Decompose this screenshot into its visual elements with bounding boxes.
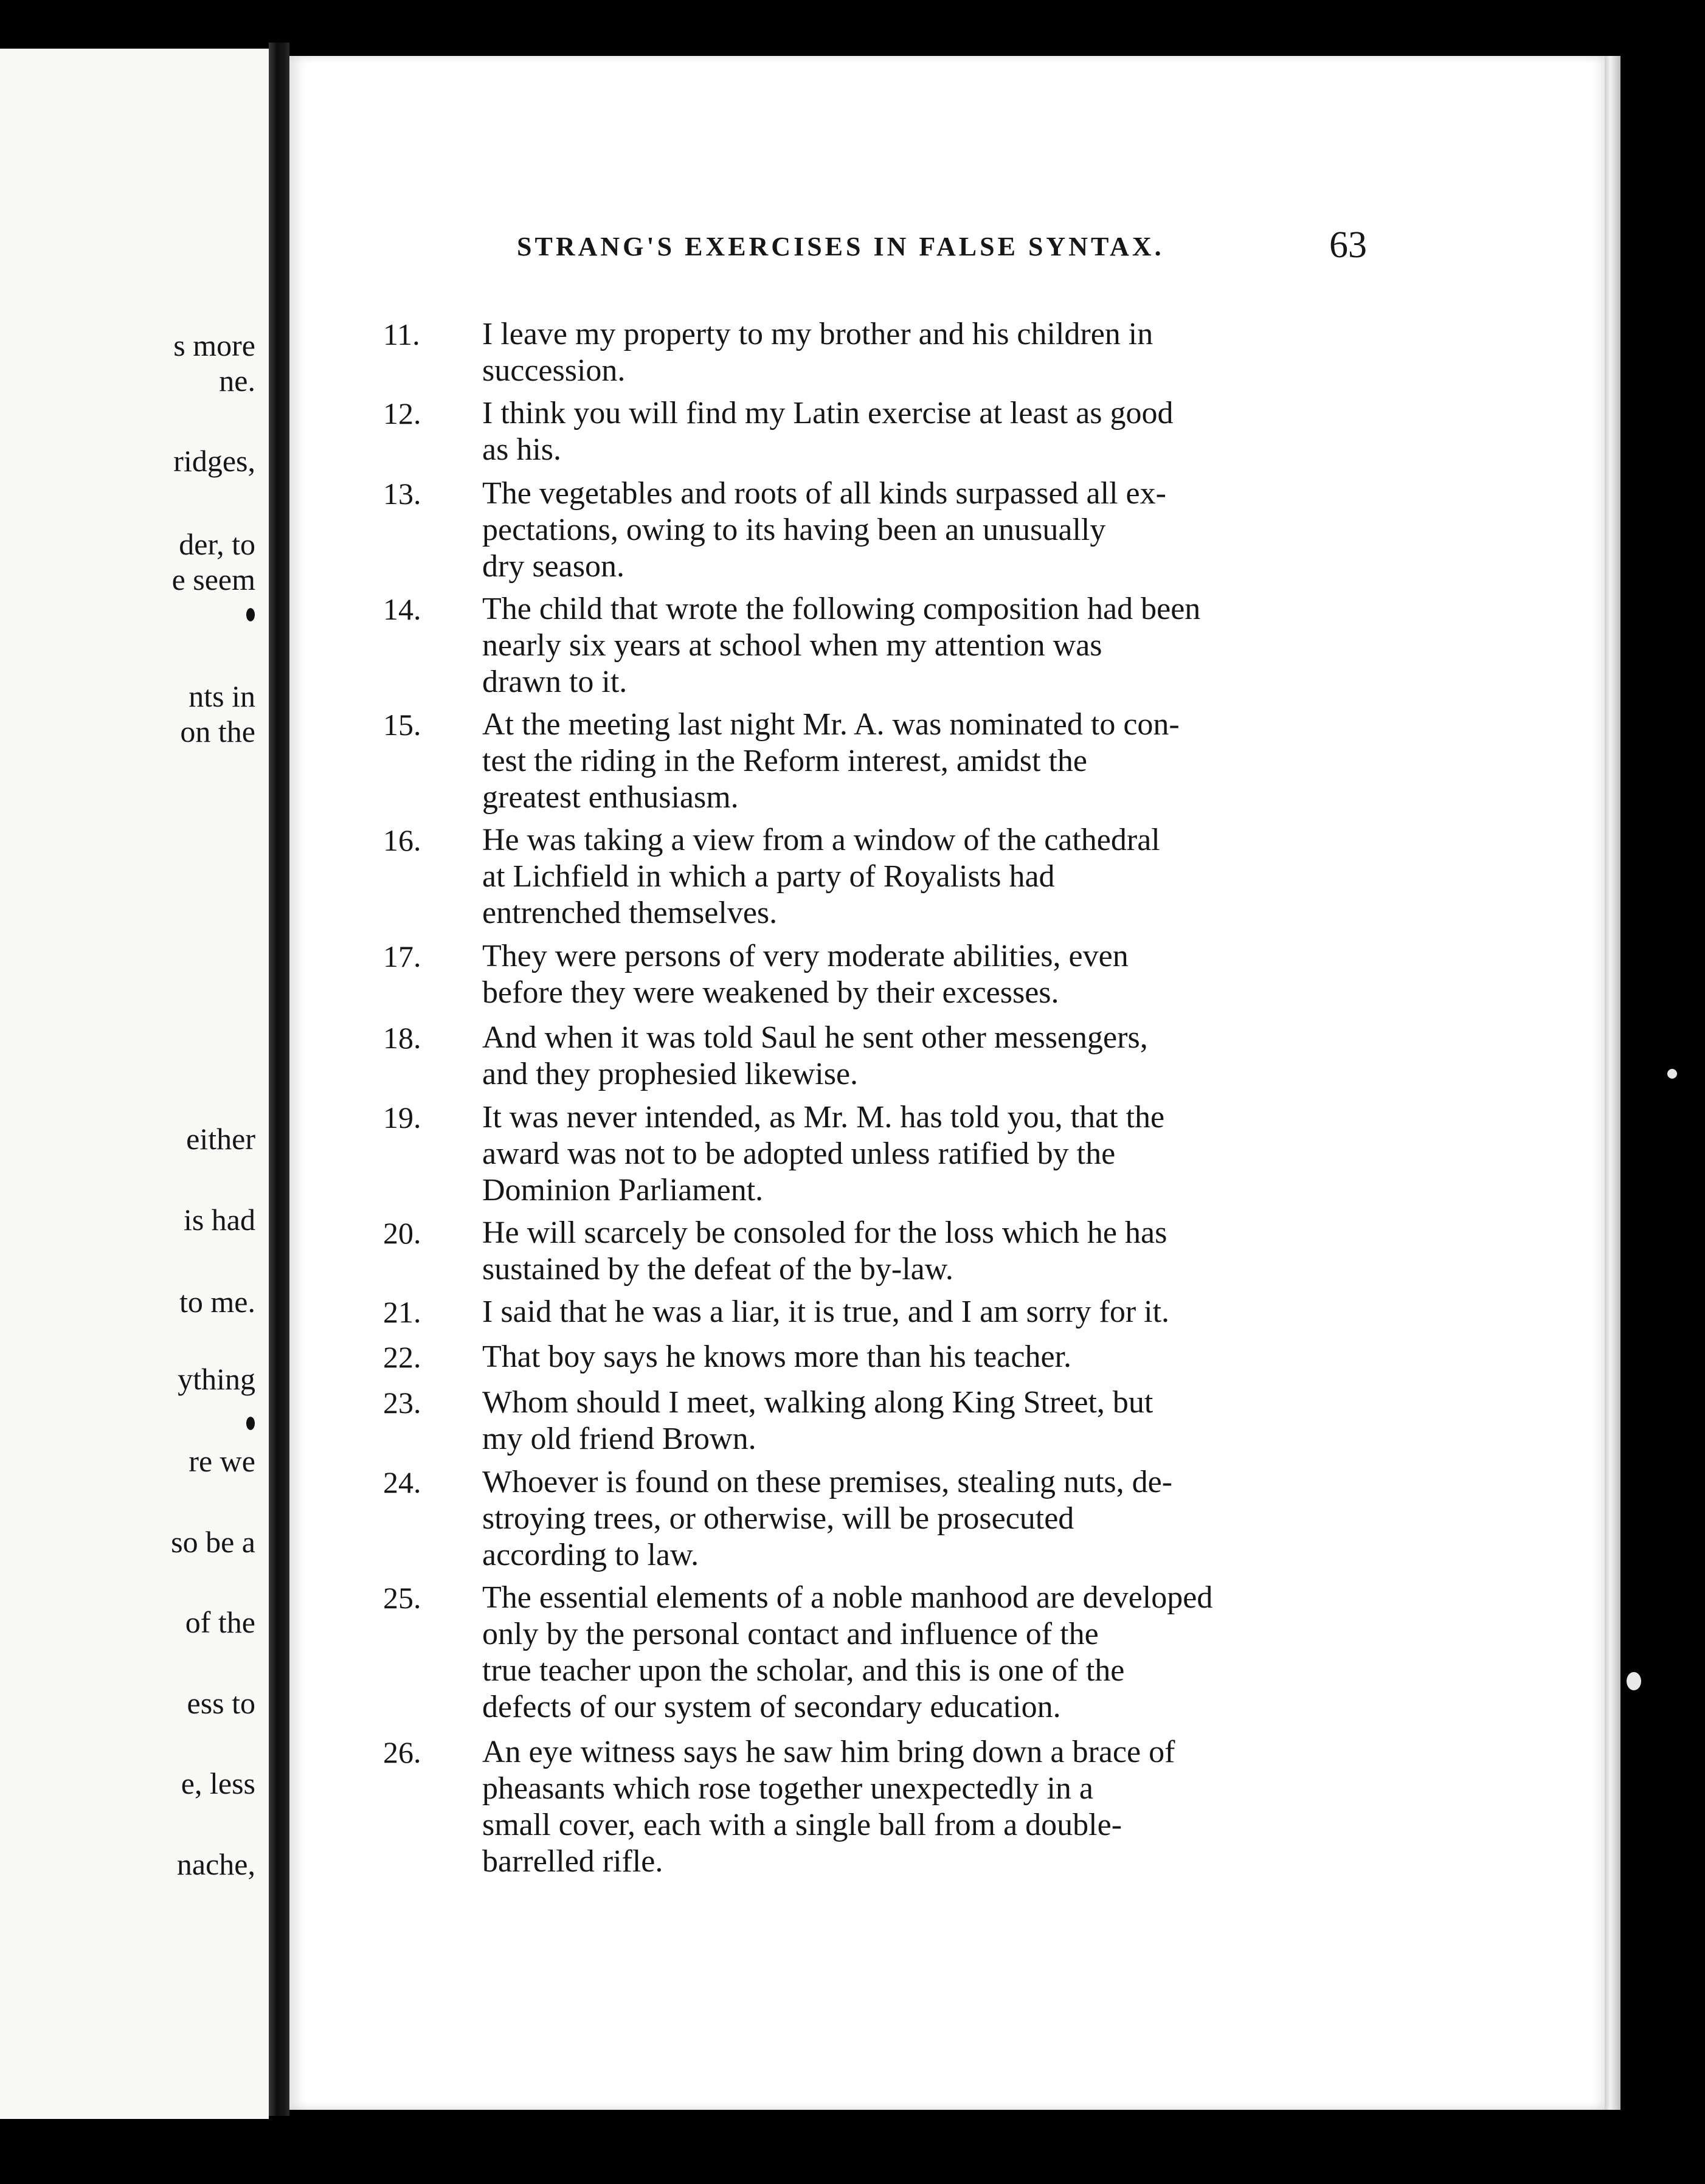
book-gutter [269,43,289,2116]
left-page-fragment: on the [180,714,255,748]
exercise-text: They were persons of very moderate abilities, even before they were weakened by their excesses. [482,939,1129,1010]
exercise-text: Whoever is found on these premises, stealing nuts, de- stroying trees, or otherwise, will be prosecuted according to law. [482,1465,1173,1572]
left-page-fragment: s more [173,328,255,362]
exercise-number: 21. [383,1295,421,1329]
exercise-number: 23. [383,1386,421,1420]
left-page-fragment: nache, [176,1847,255,1881]
exercise-number: 26. [383,1735,421,1769]
exercise-text: An eye witness says he saw him bring down a brace of pheasants which rose together unexpectedly in a small cover, each with a single ball from a double- barrelled rifle. [482,1735,1175,1879]
previous-page [0,49,269,2119]
exercise-text: The essential elements of a noble manhood are developed only by the personal contact and influence of the true teacher upon the scholar, and this is one of the defects of our system of secondary education. [482,1580,1213,1724]
left-page-fragment: of the [185,1605,255,1639]
exercise-text: I leave my property to my brother and his children in succession. [482,317,1153,388]
exercise-text: It was never intended, as Mr. M. has told you, that the award was not to be adopted unless ratified by the Dominion Parliament. [482,1100,1165,1208]
exercise-number: 24. [383,1465,421,1499]
exercise-text: The vegetables and roots of all kinds surpassed all ex- pectations, owing to its having been an unusually dry season. [482,476,1166,584]
running-head: STRANG'S EXERCISES IN FALSE SYNTAX. [517,232,1164,261]
exercise-number: 11. [383,317,420,351]
left-page-fragment: ything [178,1362,255,1396]
exercise-number: 13. [383,477,421,511]
left-page-fragment: either [186,1122,255,1156]
exercise-number: 14. [383,592,421,626]
left-page-fragment: is had [183,1203,255,1237]
exercise-text: I said that he was a liar, it is true, and I am sorry for it. [482,1294,1170,1329]
exercise-number: 19. [383,1101,421,1135]
page-edge [1605,56,1620,2110]
exercise-text: And when it was told Saul he sent other messengers, and they prophesied likewise. [482,1020,1148,1091]
exercise-number: 17. [383,939,421,973]
left-page-fragment: re we [188,1444,255,1478]
left-page-fragment: nts in [188,679,255,713]
exercise-number: 22. [383,1340,421,1374]
left-page-fragment: der, to [179,527,255,561]
left-page-fragment: e, less [181,1766,255,1800]
scan-speck [1667,1069,1677,1079]
left-page-fragment: ridges, [173,444,255,478]
exercise-text: Whom should I meet, walking along King Street, but my old friend Brown. [482,1385,1153,1456]
binding-mark [246,1417,255,1430]
left-page-fragment: to me. [179,1285,255,1319]
exercise-number: 20. [383,1216,421,1250]
exercise-number: 18. [383,1021,421,1055]
exercise-number: 25. [383,1581,421,1615]
exercise-number: 12. [383,396,421,430]
scan-speck [1627,1672,1641,1690]
exercise-number: 15. [383,708,421,742]
exercise-text: At the meeting last night Mr. A. was nominated to con- test the riding in the Reform interest, amidst the greatest enthusiasm. [482,707,1180,815]
binding-mark [246,608,255,621]
exercise-text: He will scarcely be consoled for the loss which he has sustained by the defeat of the by-law. [482,1215,1167,1287]
exercise-text: I think you will find my Latin exercise at least as good as his. [482,396,1174,467]
exercise-text: The child that wrote the following composition had been nearly six years at school when my attention was drawn to it. [482,592,1201,699]
exercise-text: That boy says he knows more than his teacher. [482,1339,1071,1374]
left-page-fragment: ess to [187,1686,255,1720]
exercise-text: He was taking a view from a window of the cathedral at Lichfield in which a party of Royalists had entrenched themselves. [482,823,1160,930]
exercise-number: 16. [383,823,421,857]
page-number: 63 [1329,224,1367,266]
left-page-fragment: ne. [219,364,255,398]
left-page-fragment: so be a [171,1525,255,1559]
left-page-fragment: e seem [171,562,255,596]
